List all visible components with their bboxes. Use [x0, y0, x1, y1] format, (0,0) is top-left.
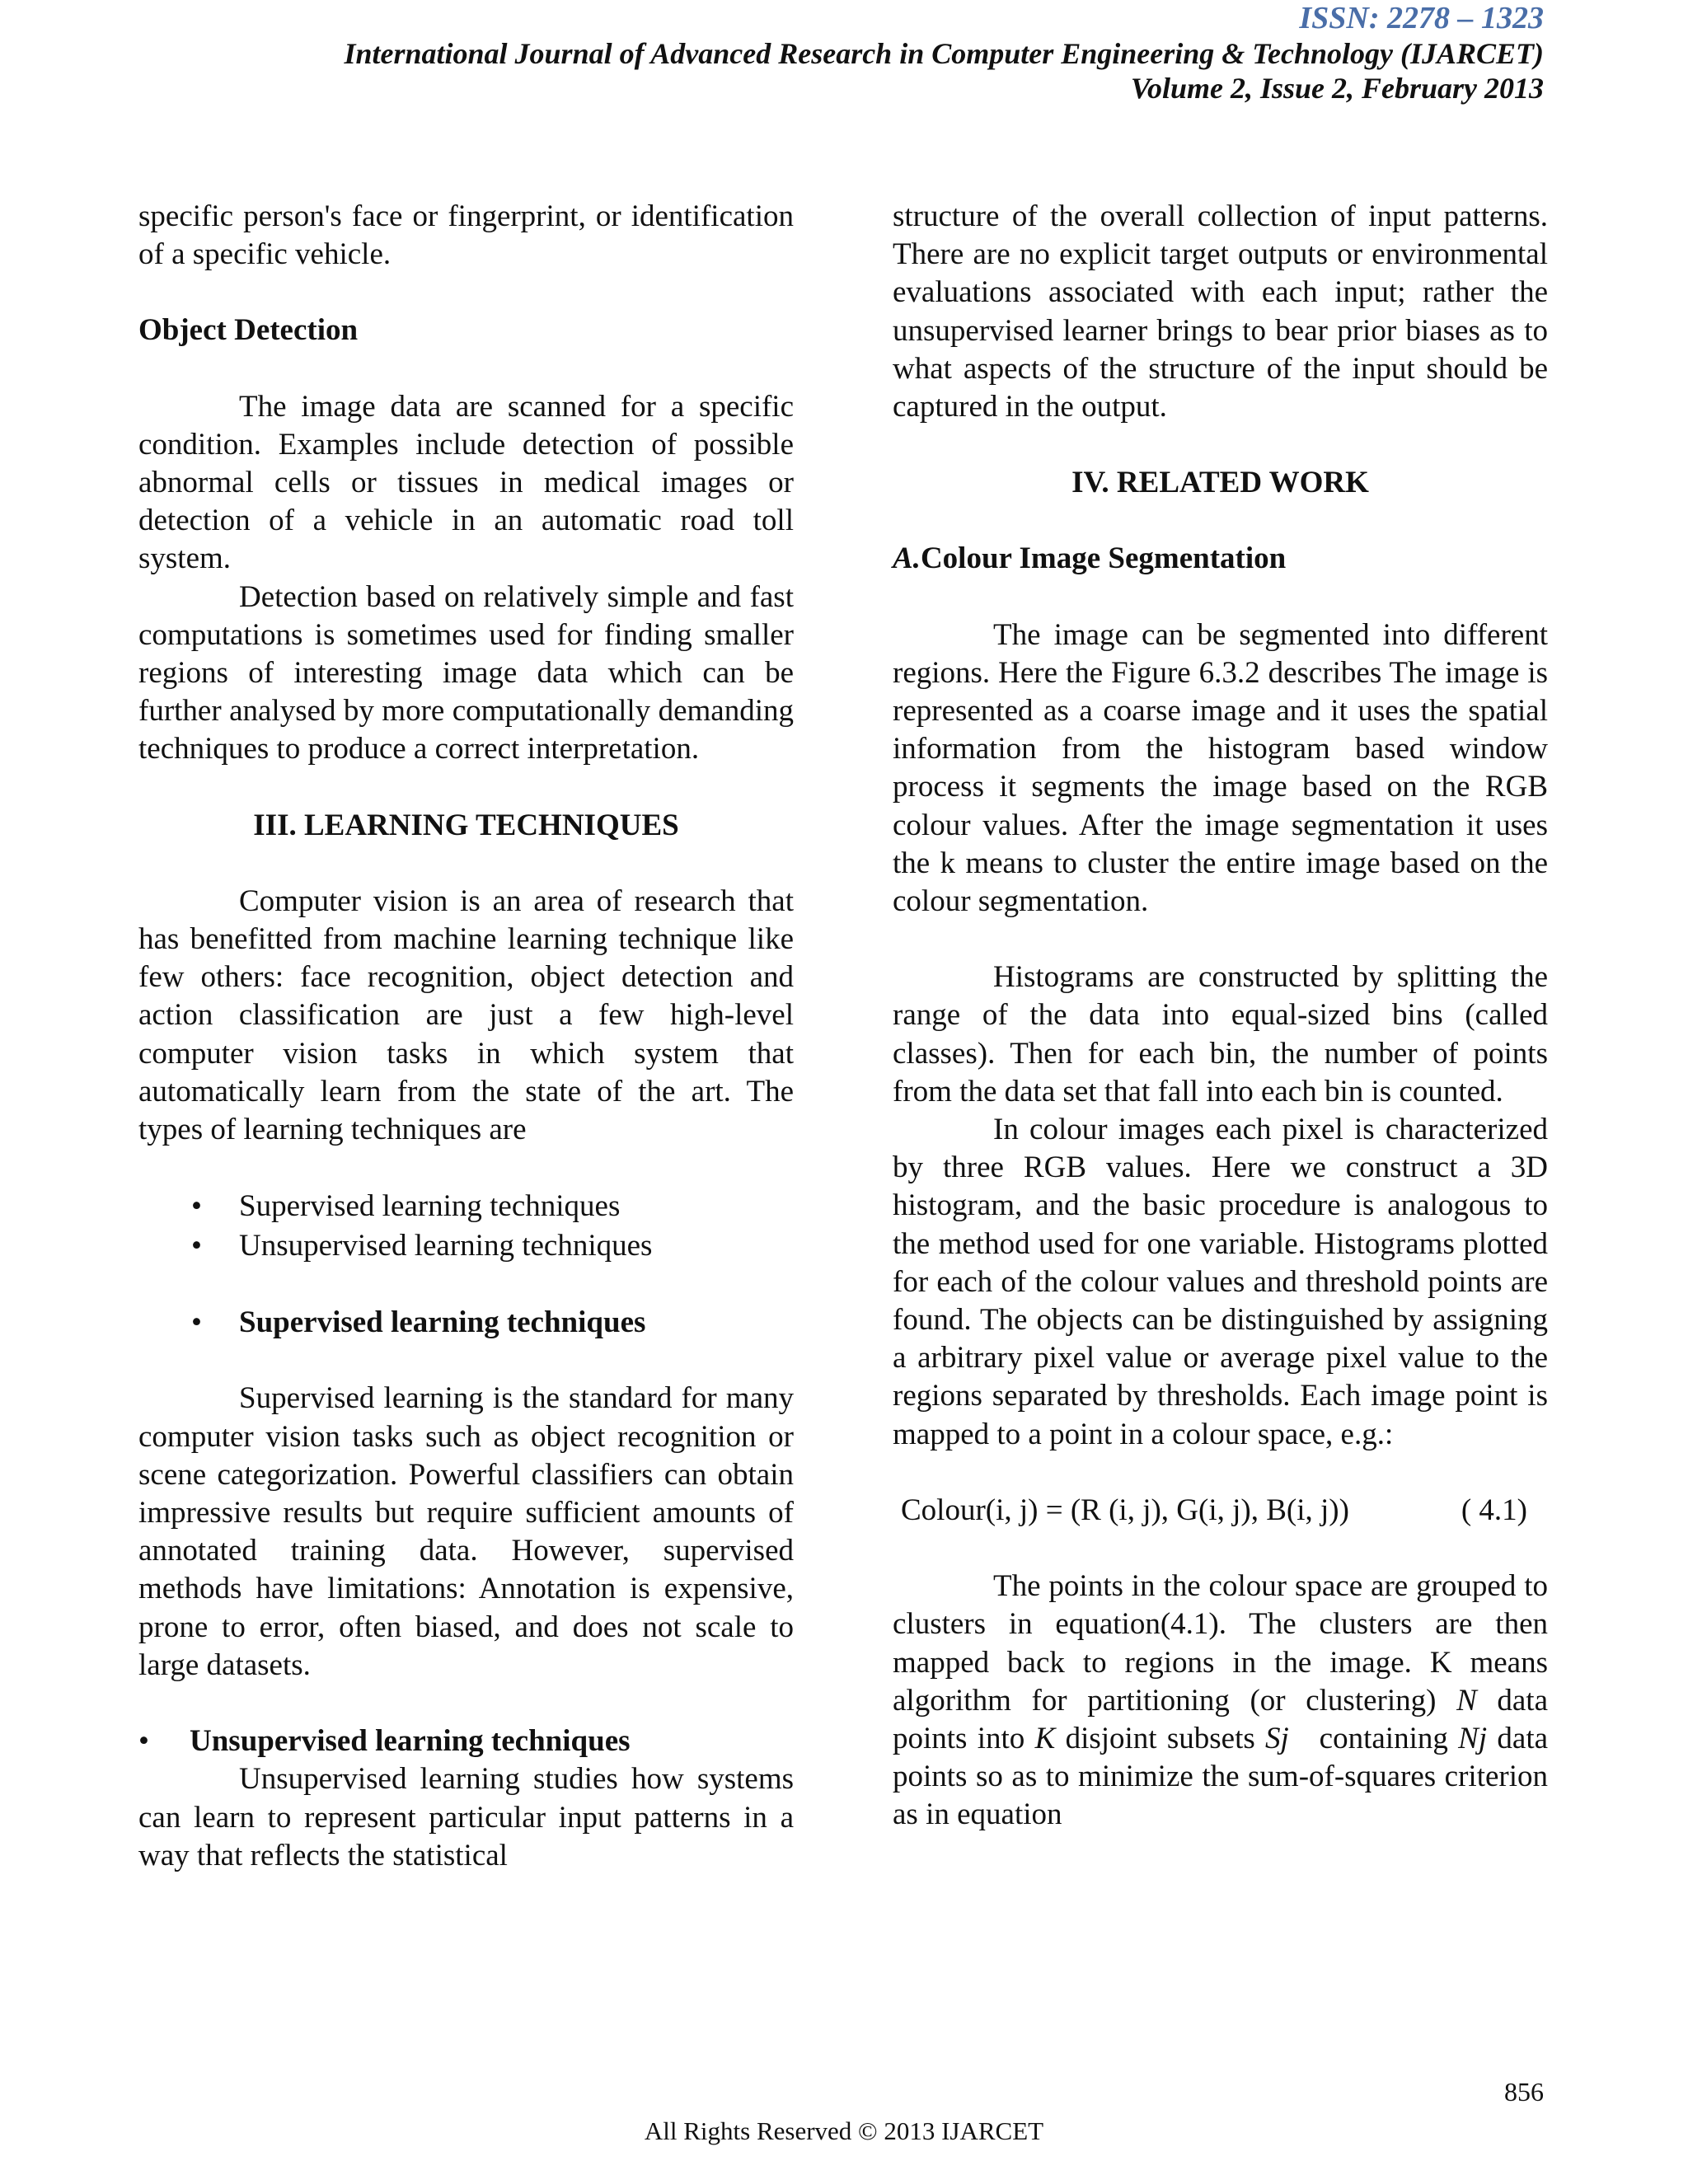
- paragraph: specific person's face or fingerprint, or identification of a specific vehicle.: [138, 199, 794, 272]
- unsupervised-heading: • Unsupervised learning techniques: [138, 1722, 794, 1760]
- left-column: [138, 198, 794, 1875]
- right-column: [893, 198, 1548, 1835]
- paragraph: The image data are scanned for a specific condition. Examples include detection of possible abnormal cells or tissues in medical images or detection of a vehicle in an automatic road toll system.: [138, 389, 794, 576]
- list-item: • Supervised learning techniques: [239, 1187, 794, 1226]
- bullet-icon: •: [191, 1229, 202, 1263]
- footer: All Rights Reserved © 2013 IJARCET: [644, 2116, 1044, 2145]
- page-number: 856: [1504, 2077, 1544, 2107]
- bullet-icon: •: [191, 1305, 202, 1340]
- issn: ISSN: 2278 – 1323: [1299, 1, 1544, 35]
- equation-body: Colour(i, j) = (R (i, j), G(i, j), B(i, j)): [901, 1493, 1349, 1527]
- object-detection-heading: Object Detection: [138, 313, 359, 348]
- equation-number: ( 4.1): [1461, 1493, 1527, 1527]
- journal-title: International Journal of Advanced Research in Computer Engineering & Technology (IJARCET): [344, 37, 1544, 70]
- learning-types-list: [138, 1187, 794, 1266]
- paragraph: structure of the overall collection of input patterns. There are no explicit target outputs or environmental evaluations associated with each input; rather the unsupervised learner brings to bear prior biases as to what aspects of the structure of the input should be captured in the output.: [893, 199, 1548, 424]
- paragraph: Computer vision is an area of research that has benefitted from machine learning technique like few others: face recognition, object detection and action classification are just a few high-level computer vision tasks in which system that automatically learn from the state of the art. The types of learning techniques are: [138, 883, 794, 1147]
- paragraph: Histograms are constructed by splitting the range of the data into equal-sized bins (called classes). Then for each bin, the number of points from the data set that fall into each bin is counted.: [893, 960, 1548, 1108]
- journal-header: [344, 0, 1544, 105]
- bullet-icon: •: [191, 1189, 202, 1224]
- section-title: III. LEARNING TECHNIQUES: [253, 808, 679, 842]
- paragraph: In colour images each pixel is characterized by three RGB values. Here we construct a 3D histogram, and the basic procedure is analogous to the method used for one variable. Histograms plotted for each of the colour values and threshold points are found. The objects can be distinguished by assigning a arbitrary pixel value or average pixel value to the regions separated by thresholds. Each image point is mapped to a point in a colour space, e.g.:: [893, 1113, 1548, 1451]
- paragraph: Supervised learning is the standard for many computer vision tasks such as object recognition or scene categorization. Powerful classifiers can obtain impressive results but require sufficient amounts of annotated training data. However, supervised methods have limitations: Annotation is expensive, prone to error, often biased, and does not scale to large datasets.: [138, 1381, 794, 1682]
- equation: [893, 1492, 1548, 1530]
- paragraph: The points in the colour space are grouped to clusters in equation(4.1). The clusters are then mapped back to regions in the image. K means algorithm for partitioning (or clustering) N data points into K disjoint subsets Sj containing Nj data points so as to minimize the sum-of-squares criterion as in equation: [893, 1569, 1549, 1832]
- bullet-icon: •: [138, 1724, 149, 1759]
- paragraph: The image can be segmented into different regions. Here the Figure 6.3.2 describes The image is represented as a coarse image and it uses the spatial information from the histogram based window process it segments the image based on the RGB colour values. After the image segmentation it uses the k means to cluster the entire image based on the colour segmentation.: [893, 617, 1548, 919]
- subsection-heading: A.Colour Image Segmentation: [893, 541, 1287, 576]
- supervised-heading: • Supervised learning techniques: [138, 1304, 794, 1342]
- paragraph: Unsupervised learning studies how systems can learn to represent particular input patterns in a way that reflects the statistical: [138, 1762, 794, 1872]
- list-item: • Unsupervised learning techniques: [239, 1226, 794, 1266]
- section-title: IV. RELATED WORK: [1071, 466, 1369, 500]
- volume-info: Volume 2, Issue 2, February 2013: [1130, 72, 1544, 105]
- paragraph: Detection based on relatively simple and fast computations is sometimes used for finding smaller regions of interesting image data which can be further analysed by more computationally demanding techniques to produce a correct interpretation.: [138, 579, 794, 766]
